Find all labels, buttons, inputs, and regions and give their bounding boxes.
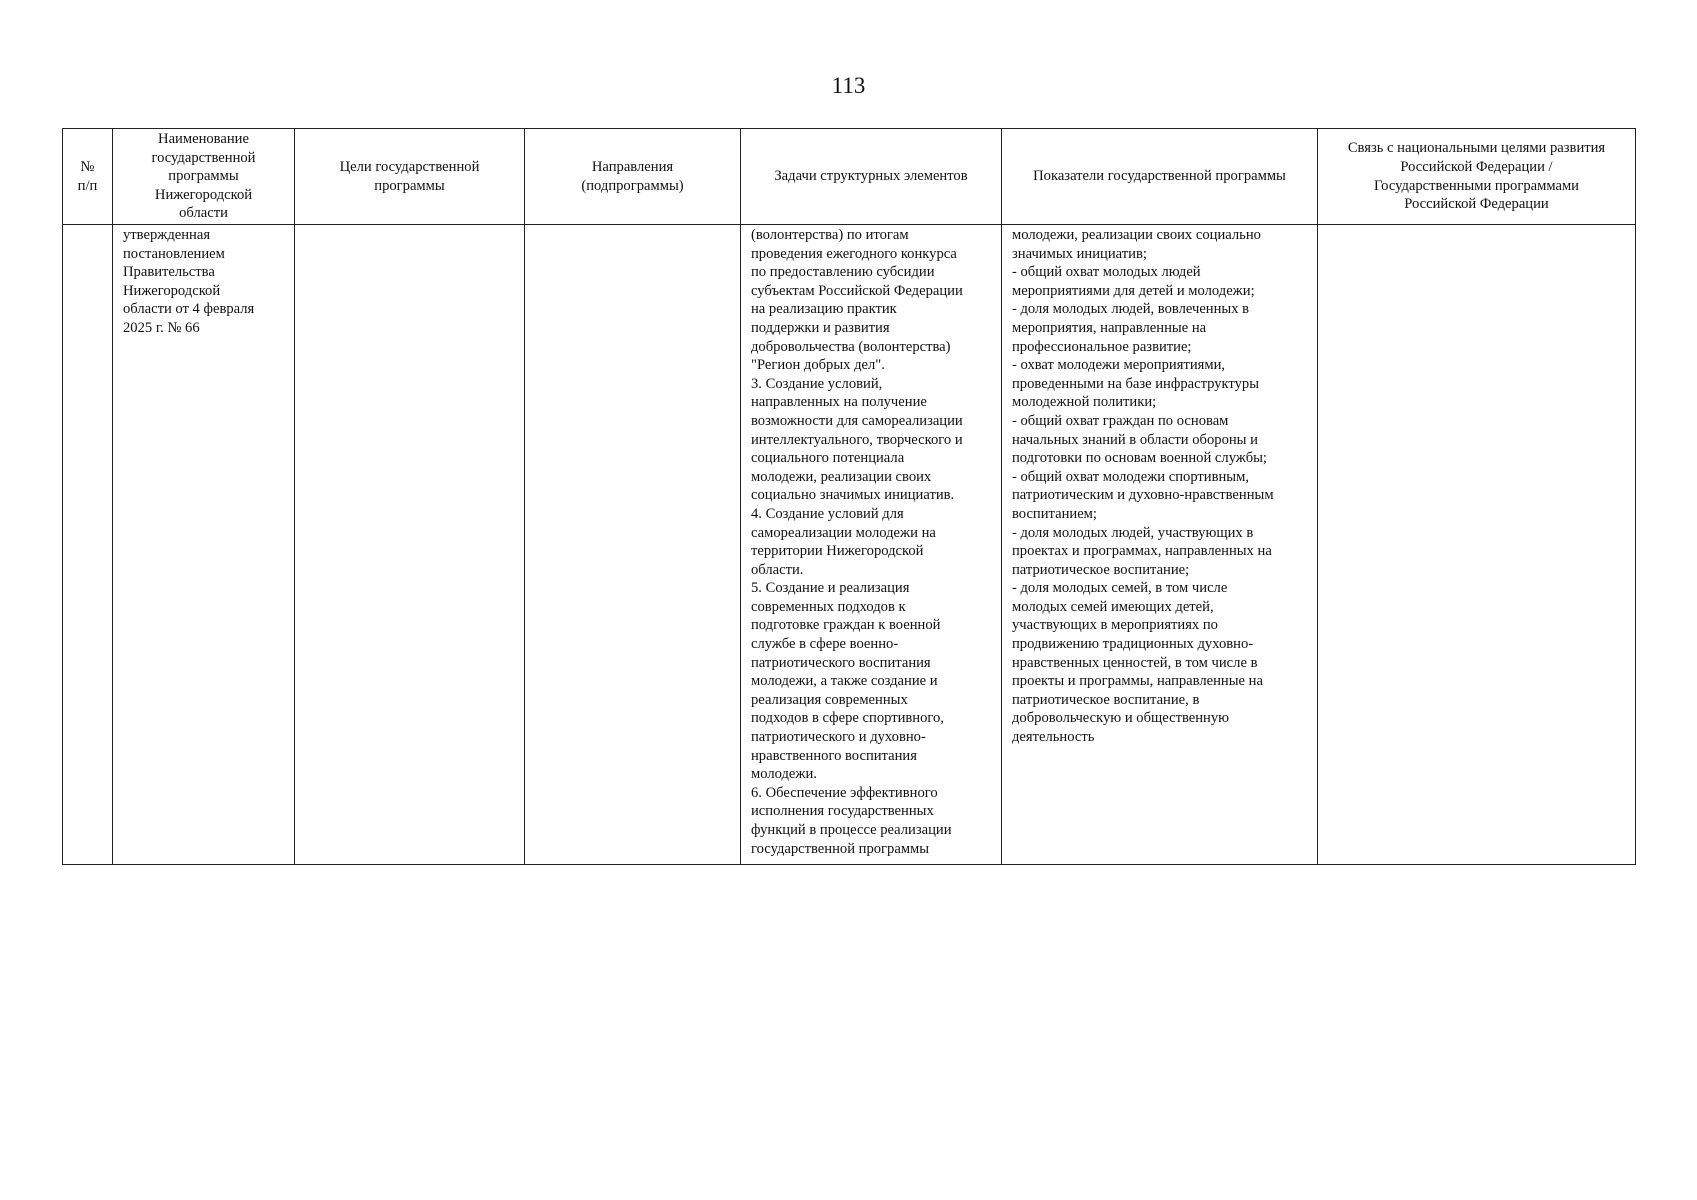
page-number: 113 (831, 73, 866, 98)
header-line: Государственными программами (1374, 177, 1579, 194)
cell-line: (волонтерства) по итогам (751, 227, 909, 243)
cell-line: мероприятия, направленные на (1012, 319, 1207, 336)
header-indicators (1002, 129, 1318, 225)
cell-line: значимых инициатив; (1012, 245, 1147, 262)
cell-line: субъектам Российской Федерации (751, 282, 963, 299)
cell-line: возможности для самореализации (751, 412, 963, 429)
cell-line: постановлением (123, 245, 225, 262)
cell-program-name (113, 225, 295, 865)
cell-line: добровольческую и общественную (1012, 710, 1230, 727)
cell-line: патриотическое воспитание, в (1012, 691, 1200, 708)
header-line: № (80, 158, 95, 175)
table-row (63, 225, 1636, 865)
header-number (63, 129, 113, 225)
cell-line: современных подходов к (751, 598, 906, 615)
cell-line: деятельность (1012, 729, 1095, 746)
header-national-goals-link (1318, 129, 1636, 225)
cell-line: добровольчества (волонтерства) (751, 338, 951, 355)
cell-line: области от 4 февраля (123, 301, 255, 318)
header-program-name (113, 129, 295, 225)
header-goals (295, 129, 525, 225)
cell-line: подготовке граждан к военной (751, 617, 941, 634)
cell-tasks (741, 225, 1002, 865)
header-line: Нижегородской (154, 186, 253, 203)
cell-line: подготовки по основам военной службы; (1012, 450, 1267, 467)
cell-line: "Регион добрых дел". (751, 357, 885, 374)
cell-line: участвующих в мероприятиях по (1012, 617, 1218, 634)
cell-line: 3. Создание условий, (751, 375, 883, 392)
cell-line: молодежи, реализации своих (751, 468, 932, 485)
cell-number (63, 225, 113, 865)
cell-line: проведенными на базе инфраструктуры (1012, 375, 1260, 392)
program-table (62, 128, 1636, 865)
header-line: Направления (591, 158, 674, 175)
header-line: Российской Федерации (1404, 196, 1549, 213)
cell-line: - доля молодых людей, вовлеченных в (1012, 301, 1250, 318)
cell-line: направленных на получение (751, 394, 927, 411)
cell-indicators (1002, 225, 1318, 865)
cell-line: патриотического воспитания (751, 654, 931, 671)
cell-line: по предоставлению субсидии (751, 264, 935, 281)
cell-line: области. (751, 561, 804, 578)
cell-line: исполнения государственных (751, 803, 934, 820)
cell-line: мероприятиями для детей и молодежи; (1012, 282, 1255, 299)
cell-line: - общий охват граждан по основам (1012, 412, 1229, 429)
header-line: программы (168, 168, 239, 185)
header-line: области (179, 205, 228, 222)
cell-directions (525, 225, 741, 865)
cell-line: службе в сфере военно- (751, 636, 899, 653)
header-line: Показатели государственной программы (1033, 168, 1286, 185)
header-line: Задачи структурных элементов (774, 168, 968, 185)
cell-line: на реализацию практик (751, 301, 897, 318)
cell-line: реализация современных (751, 691, 908, 708)
cell-line: - общий охват молодых людей (1012, 264, 1201, 281)
cell-line: - доля молодых людей, участвующих в (1012, 524, 1254, 541)
cell-line: самореализации молодежи на (751, 524, 936, 541)
cell-line: 5. Создание и реализация (751, 580, 910, 597)
header-line: Связь с национальными целями развития (1347, 140, 1606, 157)
cell-line: поддержки и развития (751, 319, 890, 336)
cell-line: проекты и программы, направленные на (1012, 673, 1263, 690)
cell-line: 2025 г. № 66 (123, 319, 200, 336)
cell-line: патриотического и духовно- (751, 729, 926, 746)
cell-national-goals-link (1318, 225, 1636, 865)
cell-goals (295, 225, 525, 865)
cell-line: функций в процессе реализации (751, 822, 952, 838)
cell-line: Нижегородской (123, 282, 221, 299)
cell-line: 6. Обеспечение эффективного (751, 784, 938, 801)
header-line: Цели государственной (339, 158, 480, 175)
cell-line: нравственных ценностей, в том числе в (1012, 654, 1258, 671)
cell-line: молодежи. (751, 766, 817, 783)
cell-line: территории Нижегородской (751, 543, 924, 560)
cell-line: продвижению традиционных духовно- (1012, 636, 1254, 653)
header-line: (подпрограммы) (581, 177, 684, 194)
header-directions (525, 129, 741, 225)
cell-line: - доля молодых семей, в том числе (1012, 580, 1228, 597)
cell-line: патриотическое воспитание; (1012, 561, 1190, 578)
cell-line: социального потенциала (751, 450, 905, 467)
cell-line: - охват молодежи мероприятиями, (1012, 357, 1226, 374)
cell-line: молодых семей имеющих детей, (1012, 598, 1214, 615)
cell-line: Правительства (123, 264, 215, 281)
cell-line: проведения ежегодного конкурса (751, 245, 957, 262)
cell-line: молодежи, реализации своих социально (1012, 227, 1261, 243)
cell-line: молодежной политики; (1012, 394, 1157, 411)
header-line: Российской Федерации / (1400, 158, 1553, 175)
header-line: государственной (151, 149, 256, 166)
header-line: программы (374, 177, 445, 194)
cell-line: молодежи, а также создание и (751, 673, 938, 690)
cell-line: утвержденная (123, 227, 211, 243)
cell-line: воспитанием; (1012, 505, 1097, 522)
header-line: Наименование (158, 131, 249, 148)
cell-line: подходов в сфере спортивного, (751, 710, 944, 727)
header-tasks (741, 129, 1002, 225)
cell-line: интеллектуального, творческого и (751, 431, 963, 448)
cell-line: 4. Создание условий для (751, 505, 904, 522)
cell-line: нравственного воспитания (751, 747, 917, 764)
cell-line: патриотическим и духовно-нравственным (1012, 487, 1274, 504)
cell-line: профессиональное развитие; (1012, 338, 1192, 355)
cell-line: социально значимых инициатив. (751, 487, 955, 504)
cell-line: государственной программы (751, 840, 930, 857)
header-line: п/п (77, 177, 98, 194)
cell-line: начальных знаний в области обороны и (1012, 431, 1258, 448)
cell-line: - общий охват молодежи спортивным, (1012, 468, 1249, 485)
cell-line: проектах и программах, направленных на (1012, 543, 1272, 560)
table-header-row (63, 129, 1636, 225)
